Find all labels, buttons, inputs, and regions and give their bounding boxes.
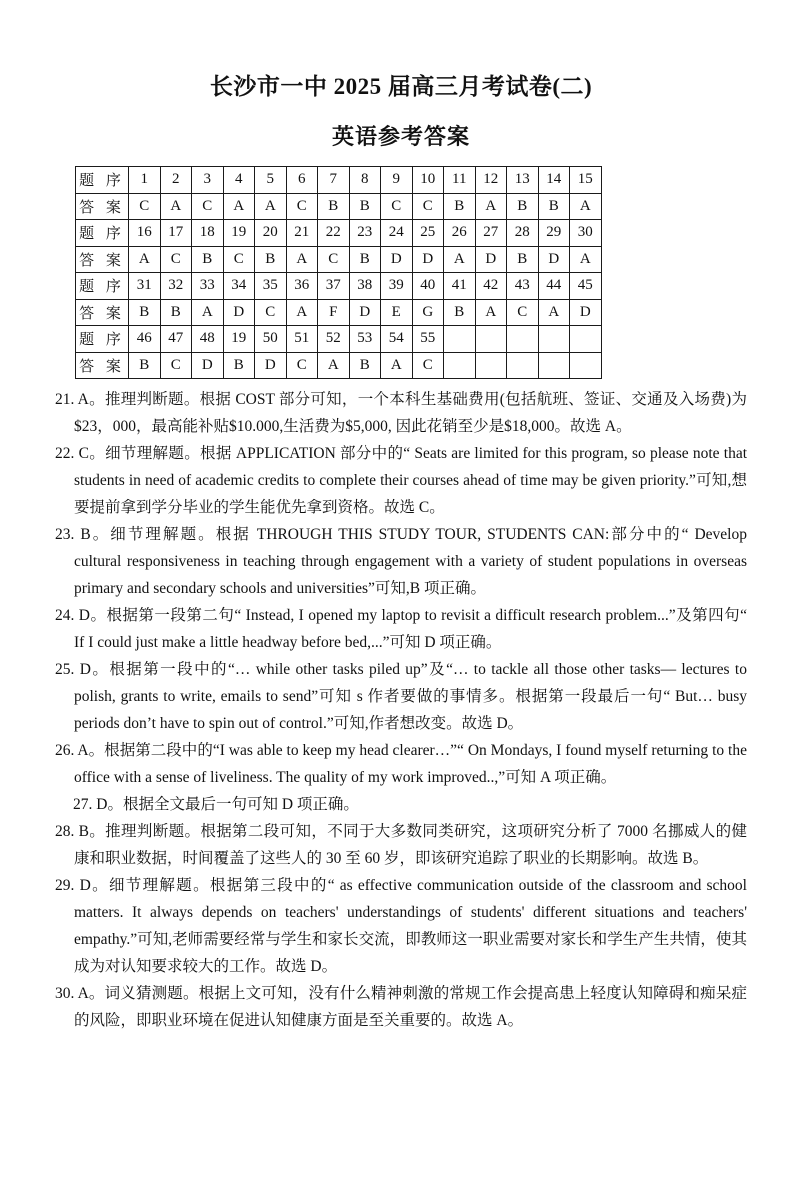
question-number-cell: 1 [129,167,161,194]
answer-cell: E [381,299,413,326]
answer-cell: C [255,299,287,326]
explanation-item-24 [55,602,747,656]
explanation-prefix: 29. D。 [55,877,109,894]
answer-cell: G [412,299,444,326]
question-number-cell: 50 [255,326,287,353]
answer-cell: C [160,352,192,379]
question-number-cell: 16 [129,220,161,247]
question-number-cell: 34 [223,273,255,300]
answer-cell: C [129,193,161,220]
explanation-prefix: 22. C。 [55,445,106,462]
row-label-answer: 答 案 [76,246,129,273]
question-number-cell: 30 [570,220,602,247]
question-number-row [76,273,602,300]
answer-cell: A [475,193,507,220]
answer-cell: B [444,193,476,220]
answer-cell: B [349,352,381,379]
explanation-item-27 [73,791,747,818]
question-number-cell: 22 [318,220,350,247]
explanation-item-21 [55,386,747,440]
answer-cell: D [570,299,602,326]
question-number-cell: 6 [286,167,318,194]
row-label-answer: 答 案 [76,352,129,379]
explanation-item-26 [55,737,747,791]
answer-row [76,246,602,273]
answer-cell: B [349,193,381,220]
question-number-cell: 48 [192,326,224,353]
answer-cell: C [318,246,350,273]
row-label-question: 题 序 [76,220,129,247]
row-label-answer: 答 案 [76,193,129,220]
question-number-cell: 40 [412,273,444,300]
explanation-body: 根据第一段第二句“ Instead, I opened my laptop to revisit a difficult research problem...”及第四句“ If I could just make a little headway before bed,...”可知 D 项正确。 [74,607,747,651]
answer-cell: A [381,352,413,379]
question-number-cell: 18 [192,220,224,247]
answer-cell [507,352,539,379]
question-number-cell [507,326,539,353]
answer-cell: A [318,352,350,379]
explanation-prefix: 26. A。 [55,742,105,759]
answer-cell: A [255,193,287,220]
explanation-body: 细节理解题。根据 APPLICATION 部分中的“ Seats are limited for this program, so please note that students in need of academic credits to complete their courses ahead of time may be given priority.”可知,想要提前拿到学分毕业的学生能优先拿到资格。故选 C。 [74,445,747,516]
answer-cell: D [255,352,287,379]
answer-cell: C [412,193,444,220]
answer-cell: F [318,299,350,326]
answer-cell: C [223,246,255,273]
question-number-cell: 55 [412,326,444,353]
explanation-body: 细节理解题。根据第三段中的“ as effective communication outside of the classroom and school matters. It always depends on teachers' understandings of students' different situations and teachers' empathy.”可知,老师需要经常与学生和家长交流，即教师这一职业需要对家长和学生产生共情，使其成为对认知要求较大的工作。故选 D。 [74,877,747,975]
explanation-body: 细节理解题。根据 THROUGH THIS STUDY TOUR, STUDENTS CAN:部分中的“ Develop cultural responsiveness in teaching through engagement with a variety of student populations in overseas primary and secondary schools and universities”可知,B 项正确。 [74,526,747,597]
question-number-cell: 39 [381,273,413,300]
answer-cell: A [538,299,570,326]
question-number-cell: 31 [129,273,161,300]
answer-table [75,166,602,379]
explanation-item-29 [55,872,747,980]
answer-row [76,299,602,326]
question-number-cell: 46 [129,326,161,353]
question-number-cell: 9 [381,167,413,194]
explanation-body: 根据全文最后一句可知 D 项正确。 [122,796,359,813]
answer-cell: B [444,299,476,326]
explanation-body: 推理判断题。根据 COST 部分可知，一个本科生基础费用(包括航班、签证、交通及入场费)为$23，000，最高能补贴$10.000,生活费为$5,000, 因此花销至少是$18,000。故选 A。 [74,391,748,435]
question-number-cell: 4 [223,167,255,194]
answer-cell: C [286,352,318,379]
answer-cell: B [160,299,192,326]
question-number-cell: 51 [286,326,318,353]
answer-cell: C [412,352,444,379]
question-number-cell: 14 [538,167,570,194]
question-number-cell: 5 [255,167,287,194]
question-number-cell: 27 [475,220,507,247]
question-number-cell: 11 [444,167,476,194]
explanation-item-22 [55,440,747,521]
question-number-cell: 20 [255,220,287,247]
answer-cell: A [160,193,192,220]
question-number-cell [538,326,570,353]
question-number-cell: 12 [475,167,507,194]
question-number-cell: 10 [412,167,444,194]
explanation-body: 推理判断题。根据第二段可知，不同于大多数同类研究，这项研究分析了 7000 名挪威人的健康和职业数据，时间覆盖了这些人的 30 至 60 岁，即该研究追踪了职业的长期影响。故选 B。 [74,823,747,867]
row-label-question: 题 序 [76,326,129,353]
question-number-cell: 23 [349,220,381,247]
question-number-cell: 52 [318,326,350,353]
explanations-section [55,386,747,1034]
question-number-row [76,326,602,353]
answer-cell: C [160,246,192,273]
page-title: 长沙市一中 2025 届高三月考试卷(二) [209,74,593,99]
question-number-cell: 32 [160,273,192,300]
question-number-cell: 26 [444,220,476,247]
question-number-cell: 19 [223,220,255,247]
row-label-answer: 答 案 [76,299,129,326]
answer-cell: C [192,193,224,220]
answer-cell: A [223,193,255,220]
explanation-body: 根据第一段中的“… while other tasks piled up”及“… to tackle all those other tasks— lectures to polish, grants to write, emails to send”可知 s 作者要做的事情多。根据第一段最后一句“ But… busy periods don’t have to spin out of control.”可知,作者想改变。故选 D。 [74,661,747,732]
answer-cell: B [318,193,350,220]
question-number-cell: 25 [412,220,444,247]
question-number-cell [570,326,602,353]
explanation-body: 根据第二段中的“I was able to keep my head clearer…”“ On Mondays, I found myself returning to the office with a sense of liveliness. The quality of my work improved..,”可知 A 项正确。 [74,742,747,786]
answer-table-body [76,167,602,379]
question-number-cell: 36 [286,273,318,300]
question-number-cell: 13 [507,167,539,194]
answer-cell: A [570,193,602,220]
question-number-cell: 8 [349,167,381,194]
answer-cell: D [223,299,255,326]
answer-cell: C [507,299,539,326]
question-number-cell: 42 [475,273,507,300]
row-label-question: 题 序 [76,273,129,300]
answer-cell: B [223,352,255,379]
question-number-cell: 19 [223,326,255,353]
answer-cell: D [538,246,570,273]
answer-cell: A [570,246,602,273]
question-number-cell: 47 [160,326,192,353]
answer-cell: D [412,246,444,273]
question-number-cell: 41 [444,273,476,300]
explanation-item-30 [55,980,747,1034]
explanation-item-25 [55,656,747,737]
answer-cell: A [475,299,507,326]
explanation-prefix: 30. A。 [55,985,105,1002]
answer-cell: B [349,246,381,273]
question-number-cell: 3 [192,167,224,194]
question-number-cell: 15 [570,167,602,194]
answer-cell: C [381,193,413,220]
answer-cell: B [129,352,161,379]
question-number-cell: 54 [381,326,413,353]
question-number-cell: 2 [160,167,192,194]
explanation-prefix: 24. D。 [55,607,107,624]
row-label-question: 题 序 [76,167,129,194]
answer-cell: D [381,246,413,273]
answer-cell: D [192,352,224,379]
question-number-cell: 29 [538,220,570,247]
answer-cell: B [255,246,287,273]
question-number-row [76,220,602,247]
question-number-cell: 24 [381,220,413,247]
explanation-prefix: 21. A。 [55,391,105,408]
question-number-cell: 7 [318,167,350,194]
question-number-cell: 17 [160,220,192,247]
answer-cell: A [444,246,476,273]
question-number-cell: 35 [255,273,287,300]
question-number-cell [475,326,507,353]
answer-cell: B [129,299,161,326]
answer-cell [538,352,570,379]
answer-key-page [0,68,793,1189]
question-number-cell [444,326,476,353]
answer-cell: C [286,193,318,220]
question-number-cell: 38 [349,273,381,300]
question-number-cell: 44 [538,273,570,300]
answer-row [76,193,602,220]
answer-cell [475,352,507,379]
explanation-body: 词义猜测题。根据上文可知，没有什么精神刺激的常规工作会提高患上轻度认知障碍和痴呆症的风险，即职业环境在促进认知健康方面是至关重要的。故选 A。 [74,985,747,1029]
explanation-prefix: 25. D。 [55,661,110,678]
explanation-prefix: 28. B。 [55,823,106,840]
question-number-cell: 33 [192,273,224,300]
page-subtitle: 英语参考答案 [331,124,470,149]
question-number-cell: 53 [349,326,381,353]
answer-cell: B [192,246,224,273]
answer-cell: B [507,193,539,220]
explanation-item-23 [55,521,747,602]
question-number-cell: 21 [286,220,318,247]
explanation-prefix: 23. B。 [55,526,111,543]
answer-row [76,352,602,379]
question-number-cell: 43 [507,273,539,300]
answer-cell: B [538,193,570,220]
explanation-item-28 [55,818,747,872]
answer-cell: B [507,246,539,273]
answer-cell: A [192,299,224,326]
answer-cell: D [349,299,381,326]
explanation-prefix: 27. D。 [73,796,123,813]
answer-cell [444,352,476,379]
question-number-cell: 45 [570,273,602,300]
answer-cell: A [129,246,161,273]
question-number-cell: 37 [318,273,350,300]
answer-cell: D [475,246,507,273]
answer-cell: A [286,299,318,326]
question-number-row [76,167,602,194]
question-number-cell: 28 [507,220,539,247]
answer-cell: A [286,246,318,273]
answer-cell [570,352,602,379]
